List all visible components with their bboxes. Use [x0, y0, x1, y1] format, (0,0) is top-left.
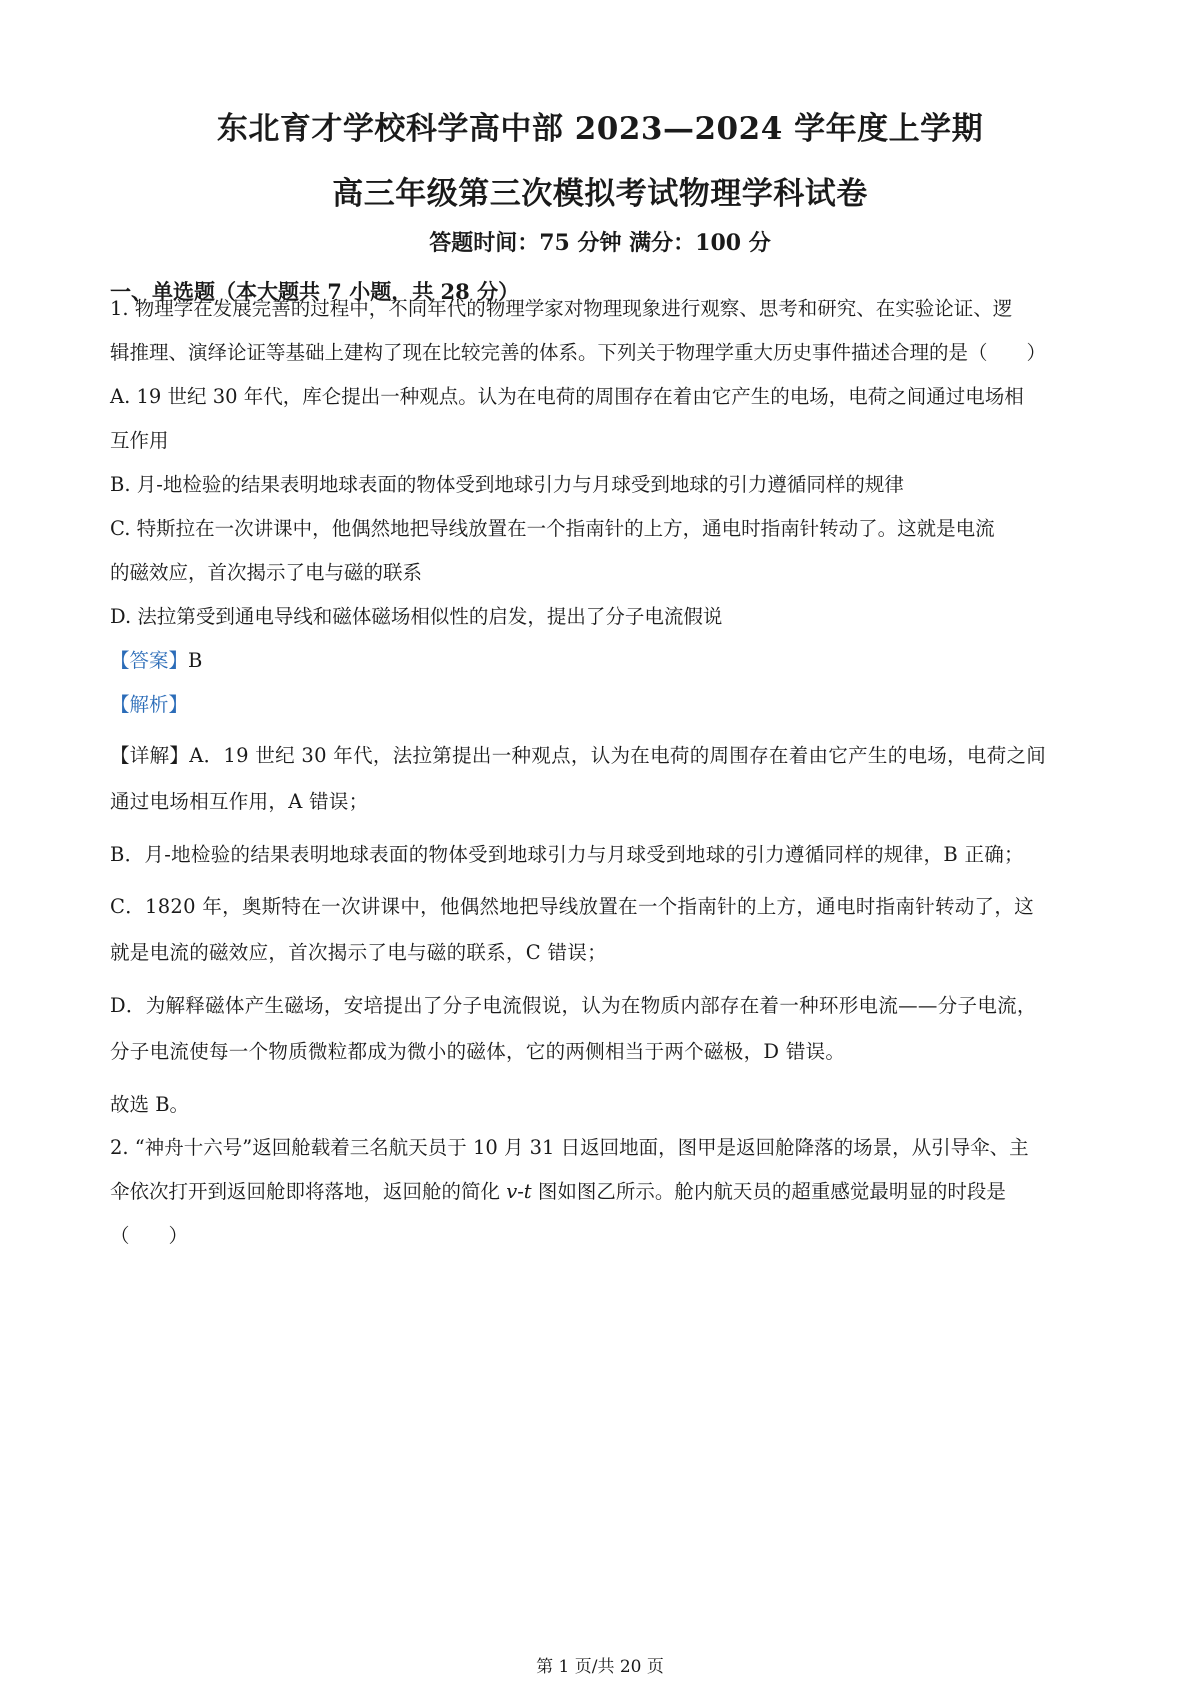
q1-option-b: B. 月-地检验的结果表明地球表面的物体受到地球引力与月球受到地球的引力遵循同样的规律 — [110, 473, 904, 496]
section-heading: 一、单选题（本大题共 7 小题，共 28 分） — [110, 279, 520, 304]
q2-stem-line2-after: 图如图乙所示。舱内航天员的超重感觉最明显的时段是 — [531, 1180, 1006, 1203]
answer-tag: 【答案】 — [110, 649, 189, 672]
q2-stem-line2 — [110, 1180, 1006, 1203]
q1-analysis — [110, 693, 188, 716]
exam-title-line1: 东北育才学校科学高中部 2023—2024 学年度上学期 — [216, 111, 984, 147]
q1-option-d: D. 法拉第受到通电导线和磁体磁场相似性的启发，提出了分子电流假说 — [110, 605, 723, 628]
q1-option-a-line2: 互作用 — [110, 429, 169, 452]
q2-stem-line1: 2. “神舟十六号”返回舱载着三名航天员于 10 月 31 日返回地面，图甲是返回舱降落的场景，从引导伞、主 — [110, 1136, 1029, 1159]
answer-value: B — [188, 649, 203, 672]
q2-vt-symbol: v-t — [506, 1180, 532, 1203]
q1-option-c-line2: 的磁效应，首次揭示了电与磁的联系 — [110, 561, 423, 584]
q1-detail-a-line2: 通过电场相互作用，A 错误； — [110, 790, 369, 813]
q1-detail-b: B．月-地检验的结果表明地球表面的物体受到地球引力与月球受到地球的引力遵循同样的规律，B 正确； — [110, 843, 1024, 866]
q1-stem-line2: 辑推理、演绎论证等基础上建构了现在比较完善的体系。下列关于物理学重大历史事件描述合理的是（ ） — [110, 341, 1047, 364]
page-footer: 第 1 页/共 20 页 — [536, 1657, 664, 1677]
q1-detail-c-line1: C．1820 年，奥斯特在一次讲课中，他偶然地把导线放置在一个指南针的上方，通电时指南针转动了，这 — [110, 895, 1034, 918]
q1-detail-c-line2: 就是电流的磁效应，首次揭示了电与磁的联系，C 错误； — [110, 941, 607, 964]
q1-stem-line1: 1. 物理学在发展完善的过程中，不同年代的物理学家对物理现象进行观察、思考和研究、在实验论证、逻 — [110, 297, 1013, 320]
exam-info: 答题时间：75 分钟 满分：100 分 — [429, 230, 771, 256]
q1-conclusion: 故选 B。 — [110, 1093, 190, 1116]
analysis-tag: 【解析】 — [110, 693, 189, 716]
q1-option-c-line1: C. 特斯拉在一次讲课中，他偶然地把导线放置在一个指南针的上方，通电时指南针转动了。这就是电流 — [110, 517, 995, 540]
q1-detail-d-line2: 分子电流使每一个物质微粒都成为微小的磁体，它的两侧相当于两个磁极，D 错误。 — [110, 1040, 846, 1063]
exam-title-line2: 高三年级第三次模拟考试物理学科试卷 — [332, 176, 868, 212]
q2-stem-line3: （ ） — [110, 1224, 189, 1247]
q1-detail-a-line1: 【详解】A．19 世纪 30 年代，法拉第提出一种观点，认为在电荷的周围存在着由它产生的电场，电荷之间 — [110, 744, 1047, 767]
q1-detail-d-line1: D．为解释磁体产生磁场，安培提出了分子电流假说，认为在物质内部存在着一种环形电流——分子电流， — [110, 994, 1037, 1017]
q1-option-a-line1: A. 19 世纪 30 年代，库仑提出一种观点。认为在电荷的周围存在着由它产生的电场，电荷之间通过电场相 — [110, 385, 1024, 408]
q1-answer — [110, 649, 202, 672]
q2-stem-line2-before: 伞依次打开到返回舱即将落地，返回舱的简化 — [110, 1180, 507, 1203]
